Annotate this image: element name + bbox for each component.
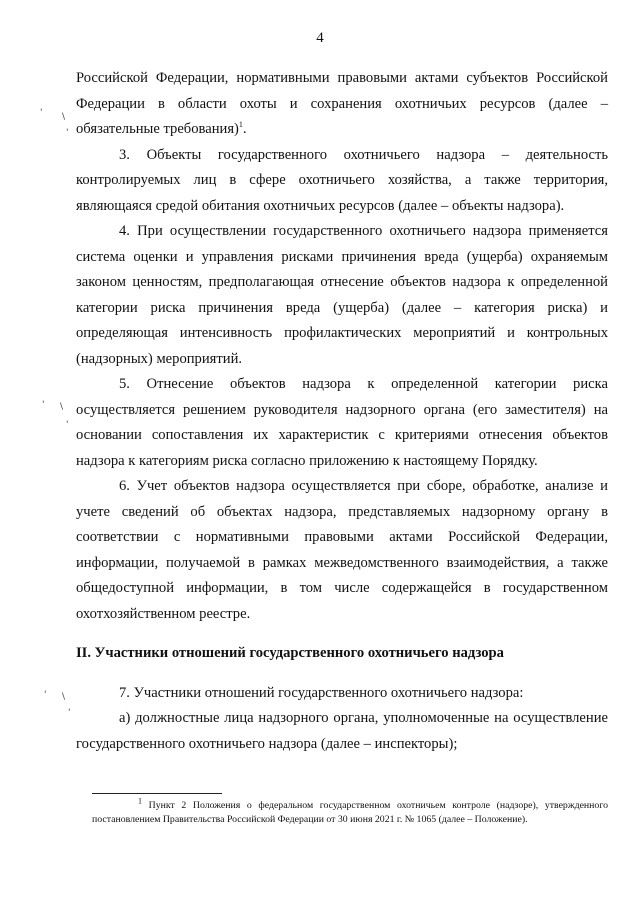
margin-mark: ': [68, 708, 71, 718]
paragraph-continuation: [76, 66, 608, 143]
paragraph-5: 5. Отнесение объектов надзора к определенной категории риска осуществляется решением руководителя надзорного органа (его заместителя) на основании сопоставления их характеристик с критериями отнесения объектов надзора к категориям риска согласно приложению к настоящему Порядку.: [76, 376, 608, 469]
footnote-separator: [92, 793, 222, 794]
margin-mark: \: [62, 112, 66, 122]
paragraph-end-punctuation: .: [242, 121, 247, 137]
margin-mark: ': [44, 690, 47, 700]
paragraph-6: 6. Учет объектов надзора осуществляется при сборе, обработке, анализе и учете сведений об объектах надзора, представляемых надзорному органу в соответствии с нормативными правовыми актами Российской Федерации, информации, получаемой в рамках межведомственного взаимодействия, а также общедоступной информации, в том числе содержащейся в государственном охотхозяйственном реестре.: [76, 478, 608, 622]
paragraph-4: 4. При осуществлении государственного охотничьего надзора применяется система оценки и управления рисками причинения вреда (ущерба) охраняемым законом ценностям, предполагающая отнесение объектов надзора к определенной категории риска причинения вреда (ущерба) (далее – категория риска) и определяющая интенсивность профилактических мероприятий и контрольных (надзорных) мероприятий.: [76, 223, 608, 367]
margin-mark: ': [66, 420, 69, 430]
paragraph-7a: а) должностные лица надзорного органа, уполномоченные на осуществление государственного охотничьего надзора (далее – инспекторы);: [76, 710, 608, 752]
footnote-reference: 1: [238, 120, 243, 130]
footnote-marker: 1: [138, 796, 142, 806]
footnote: [92, 796, 608, 826]
section-heading: II. Участники отношений государственного охотничьего надзора: [76, 645, 504, 661]
margin-mark: ': [40, 108, 43, 118]
margin-mark: ': [66, 128, 69, 138]
paragraph-3: 3. Объекты государственного охотничьего надзора – деятельность контролируемых лиц в сфере охотничьего хозяйства, а также территория, являющаяся средой обитания охотничьих ресурсов (далее – объекты надзора).: [76, 146, 608, 214]
page-number: 4: [316, 30, 324, 46]
paragraph-continuation-text: Российской Федерации, нормативными правовыми актами субъектов Российской Федерации в области охоты и сохранения охотничьих ресурсов (далее – обязательные требования): [76, 70, 608, 137]
paragraph-7: 7. Участники отношений государственного охотничьего надзора:: [119, 684, 524, 701]
footnote-text: Пункт 2 Положения о федеральном государственном охотничьем контроле (надзоре), утвержденного постановлением Правительства Российской Федерации от 30 июня 2021 г. № 1065 (далее – Положение).: [92, 800, 608, 825]
margin-mark: \: [62, 692, 66, 702]
document-body: [76, 66, 608, 757]
margin-mark: \: [60, 402, 64, 412]
margin-mark: ': [42, 400, 45, 410]
